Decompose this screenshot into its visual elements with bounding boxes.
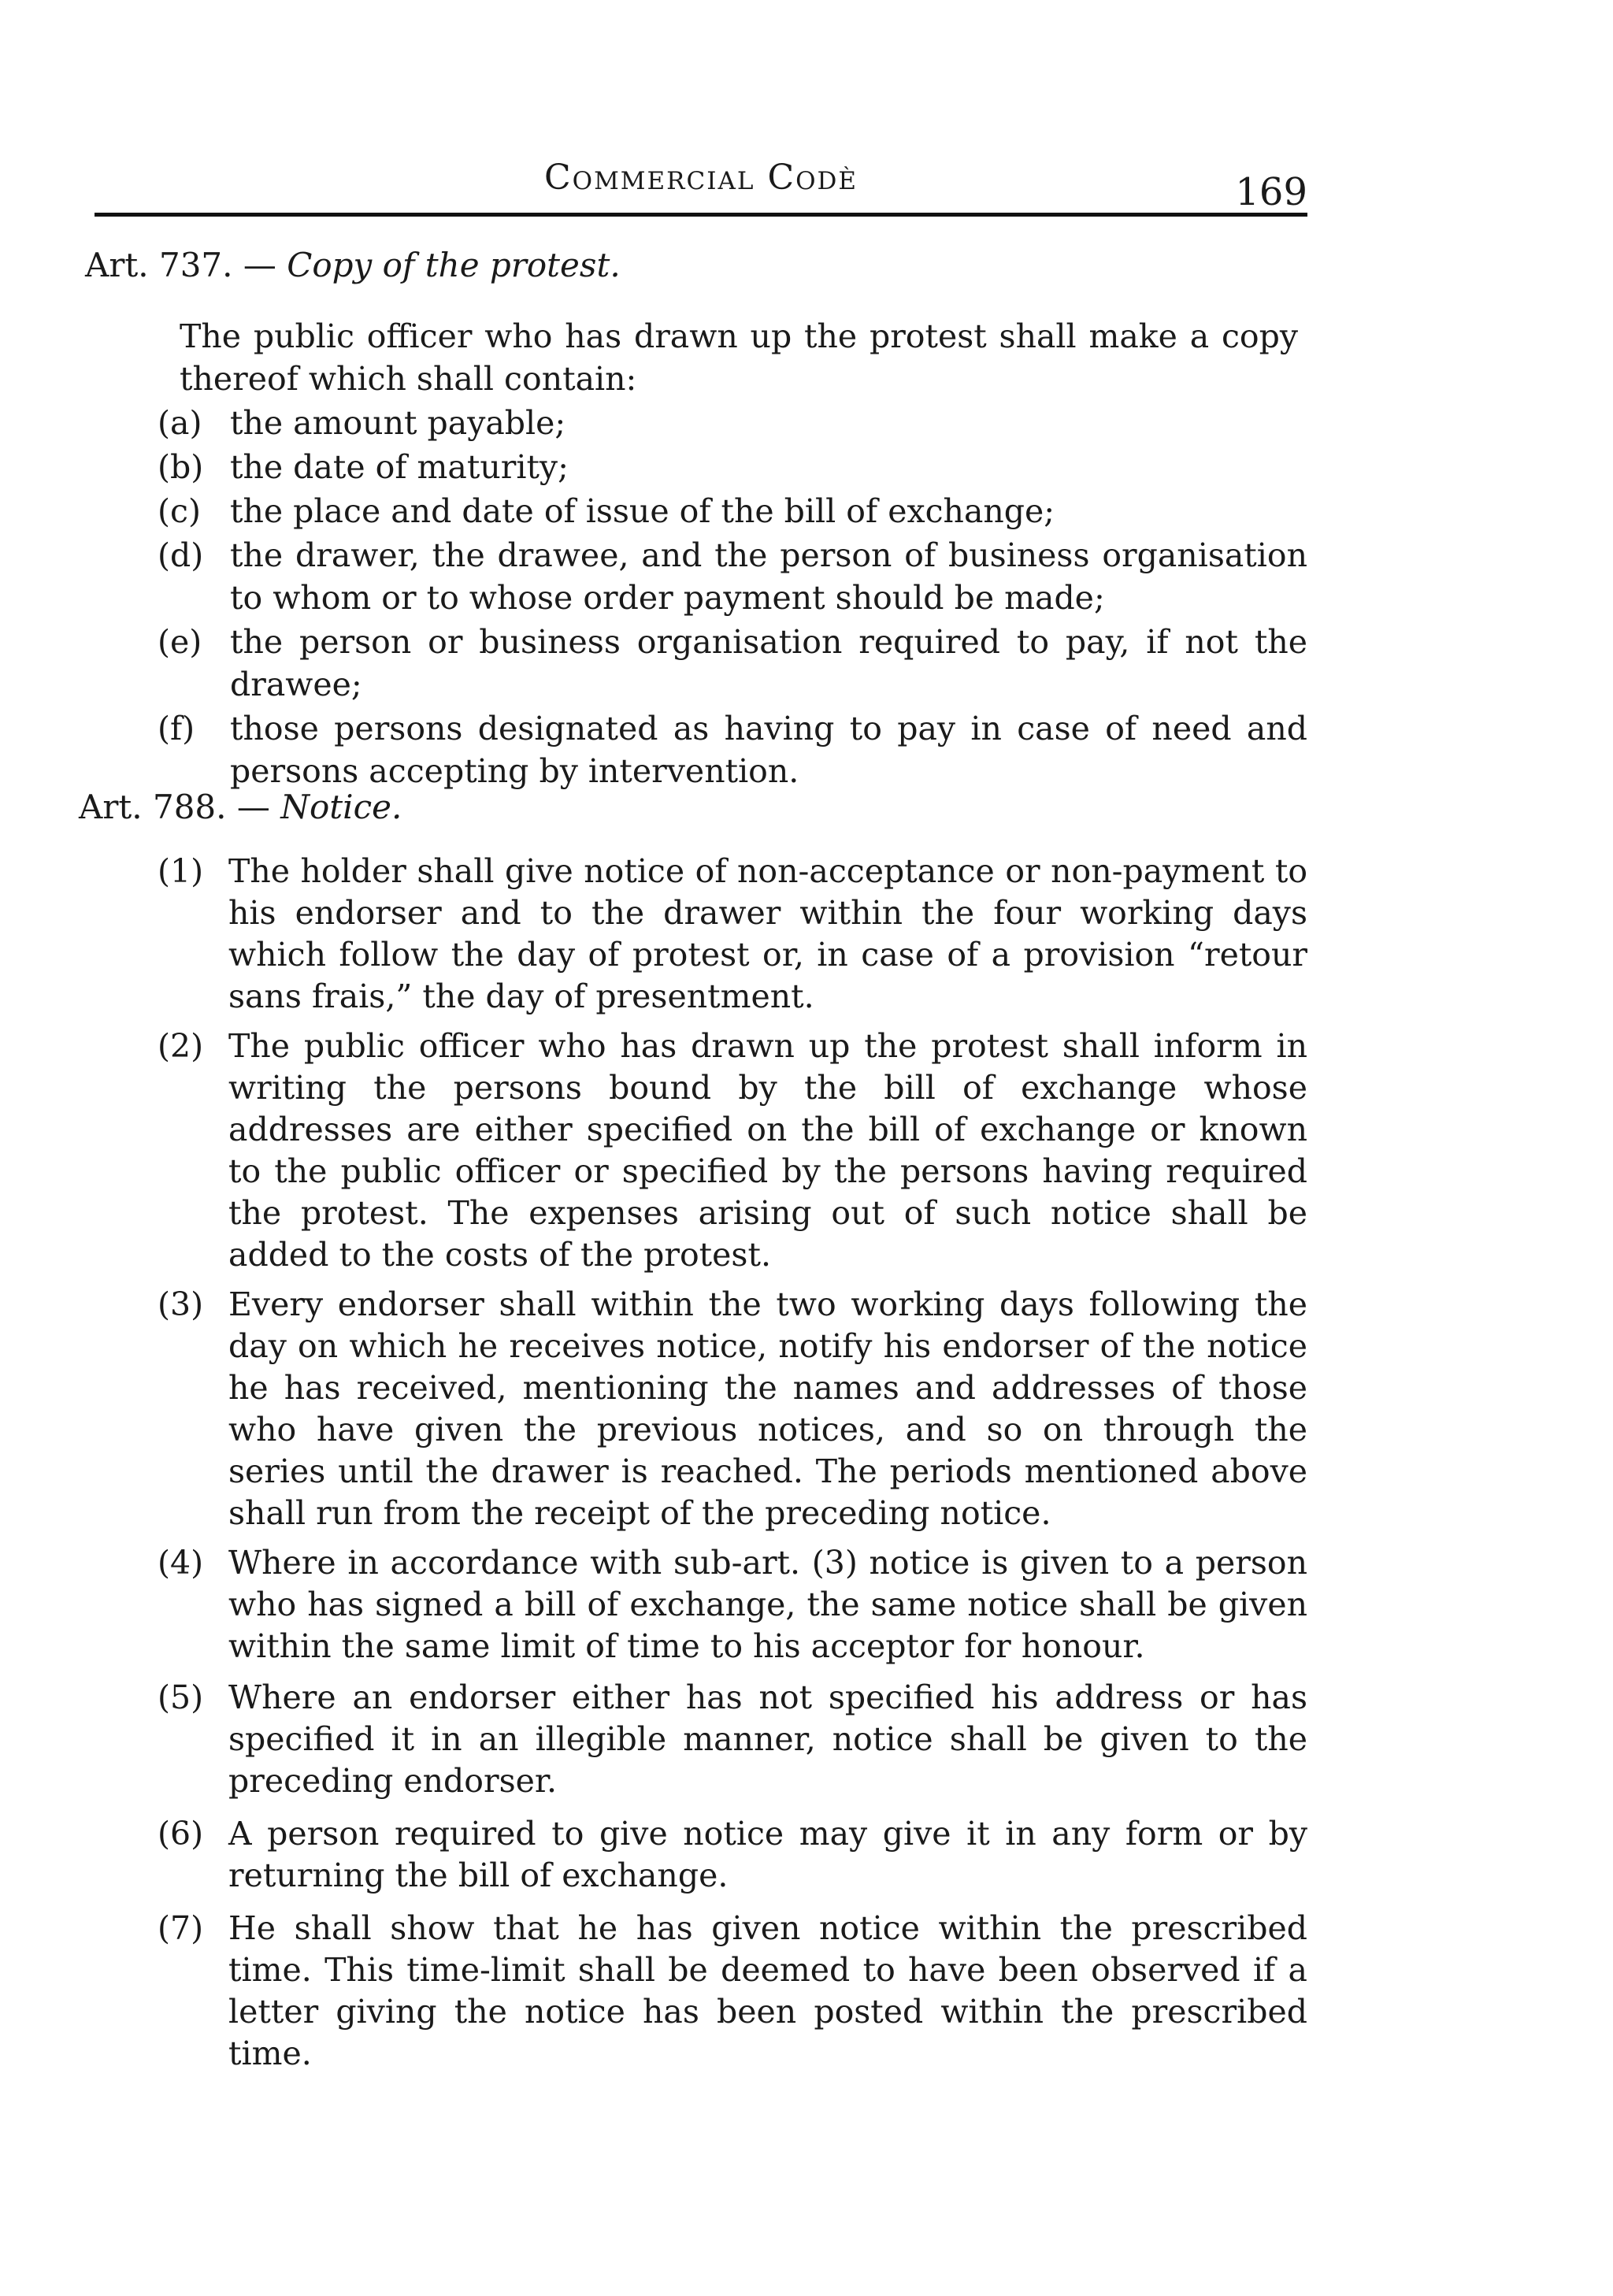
list-item bbox=[158, 534, 1307, 619]
subsection bbox=[158, 1542, 1307, 1667]
subsection bbox=[158, 1908, 1307, 2075]
subsection-label: (6) bbox=[158, 1815, 204, 1853]
page-number: 169 bbox=[1235, 170, 1307, 214]
item-label: (c) bbox=[158, 492, 201, 530]
subsection bbox=[158, 1677, 1307, 1802]
subsection-text: He shall show that he has given notice within the prescribed time. This time-limit shall be deemed to have been observed if a letter giving the notice has been posted within the prescribed time. bbox=[228, 1909, 1307, 2072]
item-label: (e) bbox=[158, 623, 202, 661]
subsection-text: Where an endorser either has not specified his address or has specified it in an illegible manner, notice shall be given to the preceding endorser. bbox=[228, 1678, 1307, 1800]
subsection bbox=[158, 851, 1307, 1018]
item-label: (d) bbox=[158, 536, 204, 574]
item-label: (b) bbox=[158, 448, 204, 486]
article-788-subsections bbox=[158, 851, 1307, 2075]
list-item bbox=[158, 621, 1307, 706]
subsection-text: Every endorser shall within the two working days following the day on which he receives notice, notify his endorser of the notice he has received, mentioning the names and addresses of those who have given the previous notices, and so on through the series until the drawer is reached. The periods mentioned above shall run from the receipt of the preceding notice. bbox=[228, 1285, 1307, 1532]
article-number: Art. 737. — bbox=[85, 246, 276, 284]
item-text: the place and date of issue of the bill of exchange; bbox=[230, 492, 1055, 530]
item-text: the person or business organisation required to pay, if not the drawee; bbox=[230, 623, 1307, 703]
list-item bbox=[158, 446, 1307, 488]
item-label: (a) bbox=[158, 404, 202, 442]
article-737-heading bbox=[85, 246, 621, 284]
article-737-intro: The public officer who has drawn up the protest shall make a copy thereof which shall contain: bbox=[180, 317, 1298, 398]
subsection bbox=[158, 1284, 1307, 1534]
article-788-heading bbox=[79, 788, 402, 826]
article-title: Notice. bbox=[280, 788, 402, 826]
running-title: Commercial Codè bbox=[543, 158, 858, 198]
item-label: (f) bbox=[158, 710, 195, 747]
list-item bbox=[158, 402, 1307, 444]
article-number: Art. 788. — bbox=[79, 788, 270, 826]
running-head bbox=[95, 158, 1307, 216]
subsection-text: Where in accordance with sub-art. (3) notice is given to a person who has signed a bill of exchange, the same notice shall be given within the same limit of time to his acceptor for honour. bbox=[228, 1544, 1307, 1665]
item-text: those persons designated as having to pay in case of need and persons accepting by intervention. bbox=[230, 710, 1307, 790]
subsection-label: (4) bbox=[158, 1544, 204, 1582]
subsection bbox=[158, 1813, 1307, 1897]
subsection-label: (1) bbox=[158, 852, 204, 890]
header-rule bbox=[95, 213, 1307, 217]
list-item bbox=[158, 490, 1307, 532]
subsection-text: The holder shall give notice of non-acceptance or non-payment to his endorser and to the drawer within the four working days which follow the day of protest or, in case of a provision “retour sans frais,” the day of presentment. bbox=[228, 852, 1307, 1015]
subsection bbox=[158, 1026, 1307, 1276]
subsection-label: (3) bbox=[158, 1285, 204, 1323]
article-737-items bbox=[158, 402, 1307, 794]
subsection-label: (2) bbox=[158, 1027, 204, 1065]
item-text: the amount payable; bbox=[230, 404, 566, 442]
subsection-text: The public officer who has drawn up the protest shall inform in writing the persons bound by the bill of exchange whose addresses are either specified on the bill of exchange or known to the public officer or specified by the persons having required the protest. The expenses arising out of such notice shall be added to the costs of the protest. bbox=[228, 1027, 1307, 1274]
list-item bbox=[158, 707, 1307, 792]
subsection-label: (7) bbox=[158, 1909, 204, 1947]
article-title: Copy of the protest. bbox=[287, 246, 621, 284]
subsection-text: A person required to give notice may give it in any form or by returning the bill of exchange. bbox=[228, 1815, 1307, 1894]
subsection-label: (5) bbox=[158, 1678, 204, 1716]
item-text: the drawer, the drawee, and the person of business organisation to whom or to whose order payment should be made; bbox=[230, 536, 1307, 617]
item-text: the date of maturity; bbox=[230, 448, 569, 486]
